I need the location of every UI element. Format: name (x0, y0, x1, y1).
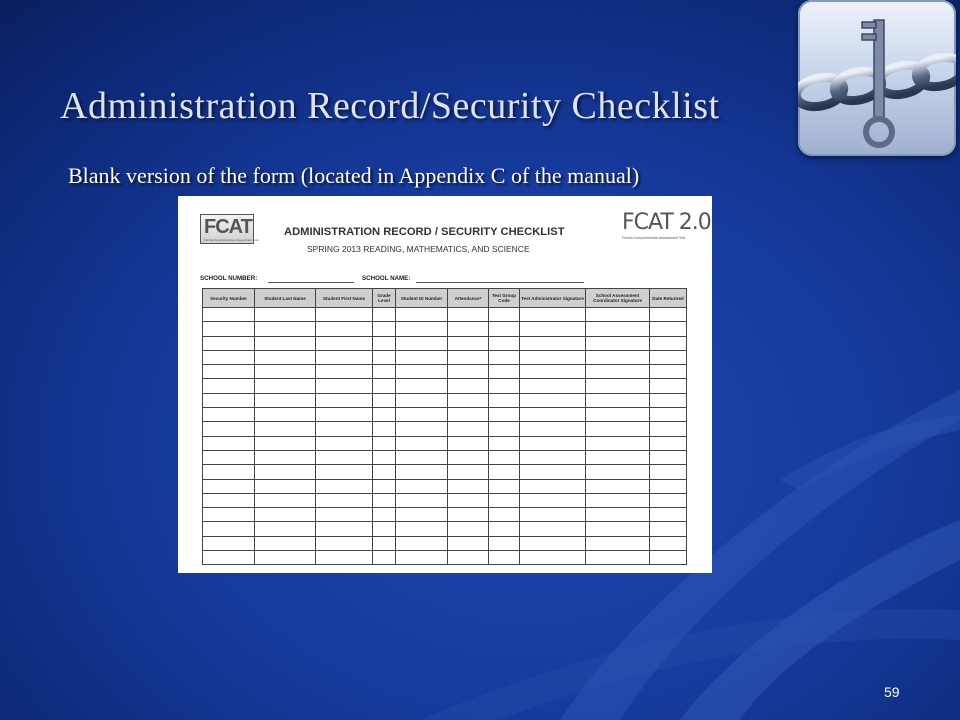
table-cell (316, 393, 373, 407)
table-cell (255, 393, 316, 407)
table-cell (489, 551, 520, 565)
table-row (203, 479, 687, 493)
slide-subtitle: Blank version of the form (located in Appendix C of the manual) (68, 163, 640, 188)
table-cell (255, 308, 316, 322)
table-cell (650, 322, 687, 336)
table-cell (396, 393, 448, 407)
table-cell (520, 450, 586, 464)
table-row (203, 308, 687, 322)
table-cell (203, 551, 255, 565)
table-cell (448, 479, 489, 493)
table-cell (489, 493, 520, 507)
checklist-table (202, 288, 687, 565)
table-cell (396, 336, 448, 350)
table-row (203, 508, 687, 522)
table-cell (489, 322, 520, 336)
column-header: Security Number (203, 289, 255, 308)
table-cell (520, 422, 586, 436)
table-cell (489, 365, 520, 379)
table-cell (203, 479, 255, 493)
table-cell (489, 350, 520, 364)
table-cell (396, 479, 448, 493)
table-cell (373, 408, 396, 422)
table-cell (586, 479, 650, 493)
table-row (203, 393, 687, 407)
table-cell (396, 308, 448, 322)
table-cell (448, 551, 489, 565)
table-cell (373, 422, 396, 436)
table-cell (586, 408, 650, 422)
table-cell (373, 336, 396, 350)
table-cell (489, 336, 520, 350)
table-row (203, 322, 687, 336)
table-cell (448, 493, 489, 507)
table-cell (448, 536, 489, 550)
table-cell (396, 436, 448, 450)
table-cell (316, 479, 373, 493)
table-cell (255, 551, 316, 565)
table-cell (489, 393, 520, 407)
table-cell (373, 536, 396, 550)
table-cell (520, 479, 586, 493)
table-cell (255, 479, 316, 493)
table-cell (489, 308, 520, 322)
table-row (203, 493, 687, 507)
table-cell (586, 436, 650, 450)
table-cell (520, 322, 586, 336)
table-cell (586, 422, 650, 436)
table-cell (316, 379, 373, 393)
table-cell (586, 522, 650, 536)
column-header: Test Group Code (489, 289, 520, 308)
table-cell (448, 379, 489, 393)
column-header: Attendance* (448, 289, 489, 308)
table-cell (255, 350, 316, 364)
table-cell (586, 536, 650, 550)
school-number-label: SCHOOL NUMBER: (200, 275, 258, 282)
table-cell (316, 536, 373, 550)
table-cell (586, 365, 650, 379)
table-cell (396, 493, 448, 507)
table-cell (520, 536, 586, 550)
column-header: Student Last Name (255, 289, 316, 308)
table-row (203, 422, 687, 436)
table-cell (203, 322, 255, 336)
form-image (178, 196, 712, 573)
table-cell (203, 508, 255, 522)
table-cell (520, 493, 586, 507)
table-cell (396, 522, 448, 536)
table-cell (396, 379, 448, 393)
table-cell (316, 551, 373, 565)
table-cell (520, 379, 586, 393)
table-cell (586, 336, 650, 350)
school-number-line (268, 282, 354, 283)
table-cell (203, 436, 255, 450)
table-row (203, 450, 687, 464)
table-cell (203, 350, 255, 364)
table-cell (203, 536, 255, 550)
table-cell (373, 493, 396, 507)
table-cell (203, 522, 255, 536)
table-cell (203, 465, 255, 479)
table-row (203, 336, 687, 350)
table-cell (203, 493, 255, 507)
slide-title: Administration Record/Security Checklist (60, 85, 720, 127)
table-cell (255, 365, 316, 379)
table-cell (396, 365, 448, 379)
table-cell (448, 350, 489, 364)
table-cell (650, 365, 687, 379)
table-cell (520, 350, 586, 364)
table-cell (586, 551, 650, 565)
table-cell (203, 379, 255, 393)
fcat-2-logo-tagline: Florida Comprehensive Assessment Test (622, 236, 686, 240)
table-cell (316, 436, 373, 450)
table-cell (316, 336, 373, 350)
table-cell (650, 465, 687, 479)
fcat-logo-tagline: Florida Comprehensive Assessment Test (204, 238, 259, 242)
table-cell (373, 436, 396, 450)
table-cell (255, 408, 316, 422)
table-cell (396, 551, 448, 565)
table-cell (650, 551, 687, 565)
column-header: Student First Name (316, 289, 373, 308)
table-cell (520, 408, 586, 422)
table-cell (650, 479, 687, 493)
school-name-label: SCHOOL NAME: (362, 275, 411, 282)
table-row (203, 365, 687, 379)
table-cell (489, 379, 520, 393)
table-cell (255, 436, 316, 450)
table-cell (448, 365, 489, 379)
table-cell (448, 522, 489, 536)
table-cell (586, 379, 650, 393)
table-cell (316, 308, 373, 322)
table-cell (316, 465, 373, 479)
table-cell (203, 422, 255, 436)
table-cell (396, 322, 448, 336)
table-cell (448, 336, 489, 350)
table-body (203, 308, 687, 565)
table-row (203, 436, 687, 450)
table-row (203, 536, 687, 550)
table-cell (373, 365, 396, 379)
table-cell (373, 379, 396, 393)
table-row (203, 408, 687, 422)
table-cell (650, 493, 687, 507)
table-cell (448, 308, 489, 322)
page-number: 59 (884, 684, 900, 700)
table-cell (396, 422, 448, 436)
column-header: Student ID Number (396, 289, 448, 308)
table-cell (448, 422, 489, 436)
table-row (203, 379, 687, 393)
table-cell (396, 450, 448, 464)
table-cell (373, 350, 396, 364)
table-cell (396, 408, 448, 422)
table-cell (586, 322, 650, 336)
table-cell (448, 465, 489, 479)
table-cell (650, 350, 687, 364)
table-cell (489, 436, 520, 450)
fcat-logo (200, 214, 259, 244)
table-cell (489, 522, 520, 536)
table-cell (255, 536, 316, 550)
school-name-line (416, 282, 584, 283)
table-cell (586, 308, 650, 322)
table-cell (489, 508, 520, 522)
form-title: ADMINISTRATION RECORD / SECURITY CHECKLIST (284, 226, 565, 238)
table-cell (448, 393, 489, 407)
table-cell (373, 551, 396, 565)
table-cell (316, 508, 373, 522)
table-cell (520, 393, 586, 407)
chain-and-key-icon (798, 0, 956, 156)
table-cell (396, 508, 448, 522)
table-cell (316, 350, 373, 364)
table-cell (586, 508, 650, 522)
table-cell (520, 551, 586, 565)
table-cell (520, 508, 586, 522)
table-cell (373, 522, 396, 536)
table-row (203, 551, 687, 565)
table-cell (316, 365, 373, 379)
table-cell (650, 522, 687, 536)
form-subtitle: SPRING 2013 READING, MATHEMATICS, AND SCIENCE (307, 244, 530, 254)
table-cell (520, 308, 586, 322)
table-cell (650, 508, 687, 522)
table-cell (586, 493, 650, 507)
table-cell (255, 322, 316, 336)
table-cell (448, 408, 489, 422)
table-cell (396, 465, 448, 479)
table-cell (650, 308, 687, 322)
table-cell (520, 365, 586, 379)
table-cell (650, 336, 687, 350)
table-cell (586, 393, 650, 407)
table-cell (489, 422, 520, 436)
table-cell (255, 465, 316, 479)
table-row (203, 522, 687, 536)
table-cell (255, 522, 316, 536)
table-cell (255, 450, 316, 464)
table-cell (255, 379, 316, 393)
table-cell (316, 408, 373, 422)
table-cell (448, 508, 489, 522)
column-header: School Assessment Coordinator Signature (586, 289, 650, 308)
table-cell (316, 450, 373, 464)
table-cell (650, 408, 687, 422)
table-cell (255, 508, 316, 522)
fcat-logo-text: FCAT (204, 216, 252, 238)
table-row (203, 350, 687, 364)
table-cell (489, 479, 520, 493)
table-cell (203, 393, 255, 407)
table-cell (396, 350, 448, 364)
table-header-row (203, 289, 687, 308)
table-cell (489, 465, 520, 479)
table-cell (520, 465, 586, 479)
table-cell (650, 450, 687, 464)
table-cell (316, 322, 373, 336)
table-cell (316, 522, 373, 536)
table-cell (520, 336, 586, 350)
table-cell (316, 493, 373, 507)
table-cell (520, 522, 586, 536)
table-cell (373, 479, 396, 493)
table-cell (448, 322, 489, 336)
table-cell (203, 365, 255, 379)
fcat-2-logo: FCAT 2.0 (622, 210, 711, 235)
table-cell (373, 450, 396, 464)
column-header: Date Returned (650, 289, 687, 308)
table-cell (448, 450, 489, 464)
table-cell (373, 508, 396, 522)
table-cell (489, 450, 520, 464)
table-cell (255, 493, 316, 507)
table-cell (650, 536, 687, 550)
table-cell (586, 350, 650, 364)
column-header: Grade Level (373, 289, 396, 308)
table-cell (255, 336, 316, 350)
table-cell (316, 422, 373, 436)
table-cell (650, 379, 687, 393)
table-cell (203, 450, 255, 464)
table-cell (448, 436, 489, 450)
table-cell (586, 465, 650, 479)
table-cell (373, 393, 396, 407)
table-cell (650, 436, 687, 450)
table-cell (255, 422, 316, 436)
table-cell (396, 536, 448, 550)
table-cell (203, 408, 255, 422)
table-cell (489, 408, 520, 422)
table-cell (373, 308, 396, 322)
table-row (203, 465, 687, 479)
column-header: Test Administrator Signature (520, 289, 586, 308)
table-cell (650, 422, 687, 436)
table-cell (586, 450, 650, 464)
table-cell (373, 322, 396, 336)
table-cell (520, 436, 586, 450)
table-cell (650, 393, 687, 407)
table-cell (203, 336, 255, 350)
table-cell (489, 536, 520, 550)
table-cell (373, 465, 396, 479)
table-cell (203, 308, 255, 322)
